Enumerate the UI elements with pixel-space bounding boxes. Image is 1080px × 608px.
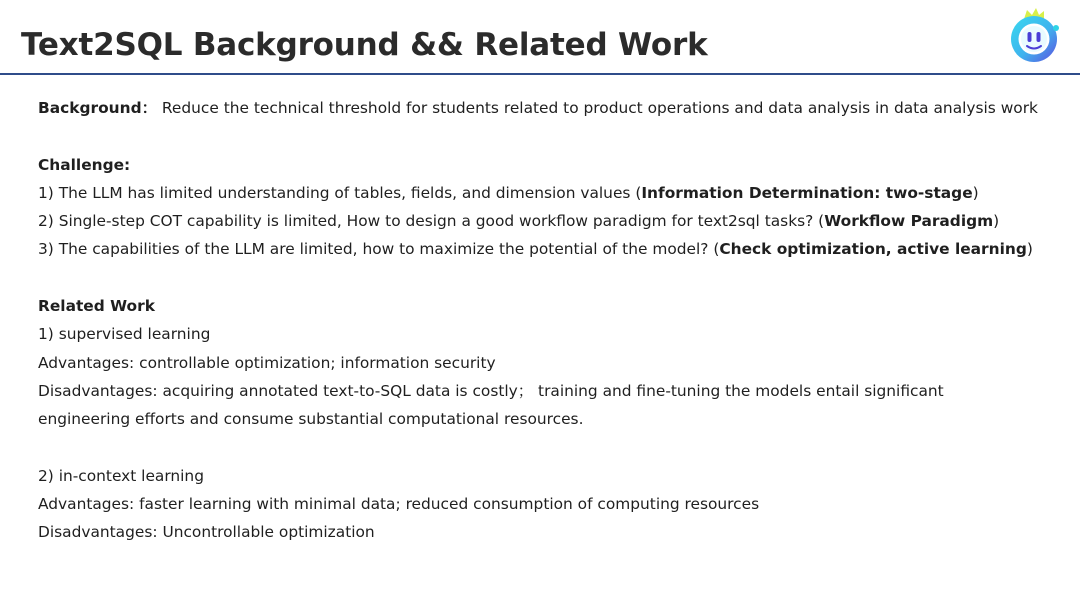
challenge-item-3-text: 3) The capabilities of the LLM are limited, how to maximize the potential of the model? (	[38, 240, 720, 259]
supervised-advantages: Advantages: controllable optimization; information security	[38, 353, 496, 372]
slide-title: Text2SQL Background && Related Work	[21, 27, 708, 63]
supervised-title: 1) supervised learning	[38, 325, 211, 344]
in-context-title: 2) in-context learning	[38, 466, 204, 485]
challenge-item-2-close: )	[993, 212, 1000, 231]
challenge-item-1	[38, 179, 1048, 207]
background-label: Background：	[38, 99, 157, 117]
related-work-heading: Related Work	[38, 297, 155, 316]
slide-body	[38, 94, 1048, 547]
challenge-item-2-highlight: Workflow Paradigm	[824, 212, 994, 231]
challenge-item-3-highlight: Check optimization, active learning	[719, 240, 1027, 259]
challenge-item-3	[38, 235, 1048, 263]
challenge-item-2-text: 2) Single-step COT capability is limited, How to design a good workflow paradigm for text2sql tasks? (	[38, 212, 825, 231]
challenge-heading: Challenge:	[38, 155, 131, 174]
background-text: Reduce the technical threshold for students related to product operations and data analysis in data analysis work	[161, 99, 1038, 117]
smiling-robot-mascot-icon	[1006, 6, 1062, 66]
challenge-item-1-highlight: Information Determination: two-stage	[641, 183, 973, 202]
background-line	[38, 94, 1048, 122]
in-context-disadvantages: Disadvantages: Uncontrollable optimization	[38, 523, 375, 542]
in-context-advantages: Advantages: faster learning with minimal data; reduced consumption of computing resources	[38, 495, 760, 514]
title-divider	[0, 73, 1080, 75]
challenge-item-3-close: )	[1026, 240, 1033, 259]
challenge-item-1-text: 1) The LLM has limited understanding of tables, fields, and dimension values (	[38, 183, 642, 202]
challenge-item-2	[38, 207, 1048, 235]
supervised-disadvantages: Disadvantages: acquiring annotated text-to-SQL data is costly； training and fine-tuning the models entail significant engineering efforts and consume substantial computational resources.	[38, 381, 944, 429]
challenge-item-1-close: )	[972, 183, 979, 202]
